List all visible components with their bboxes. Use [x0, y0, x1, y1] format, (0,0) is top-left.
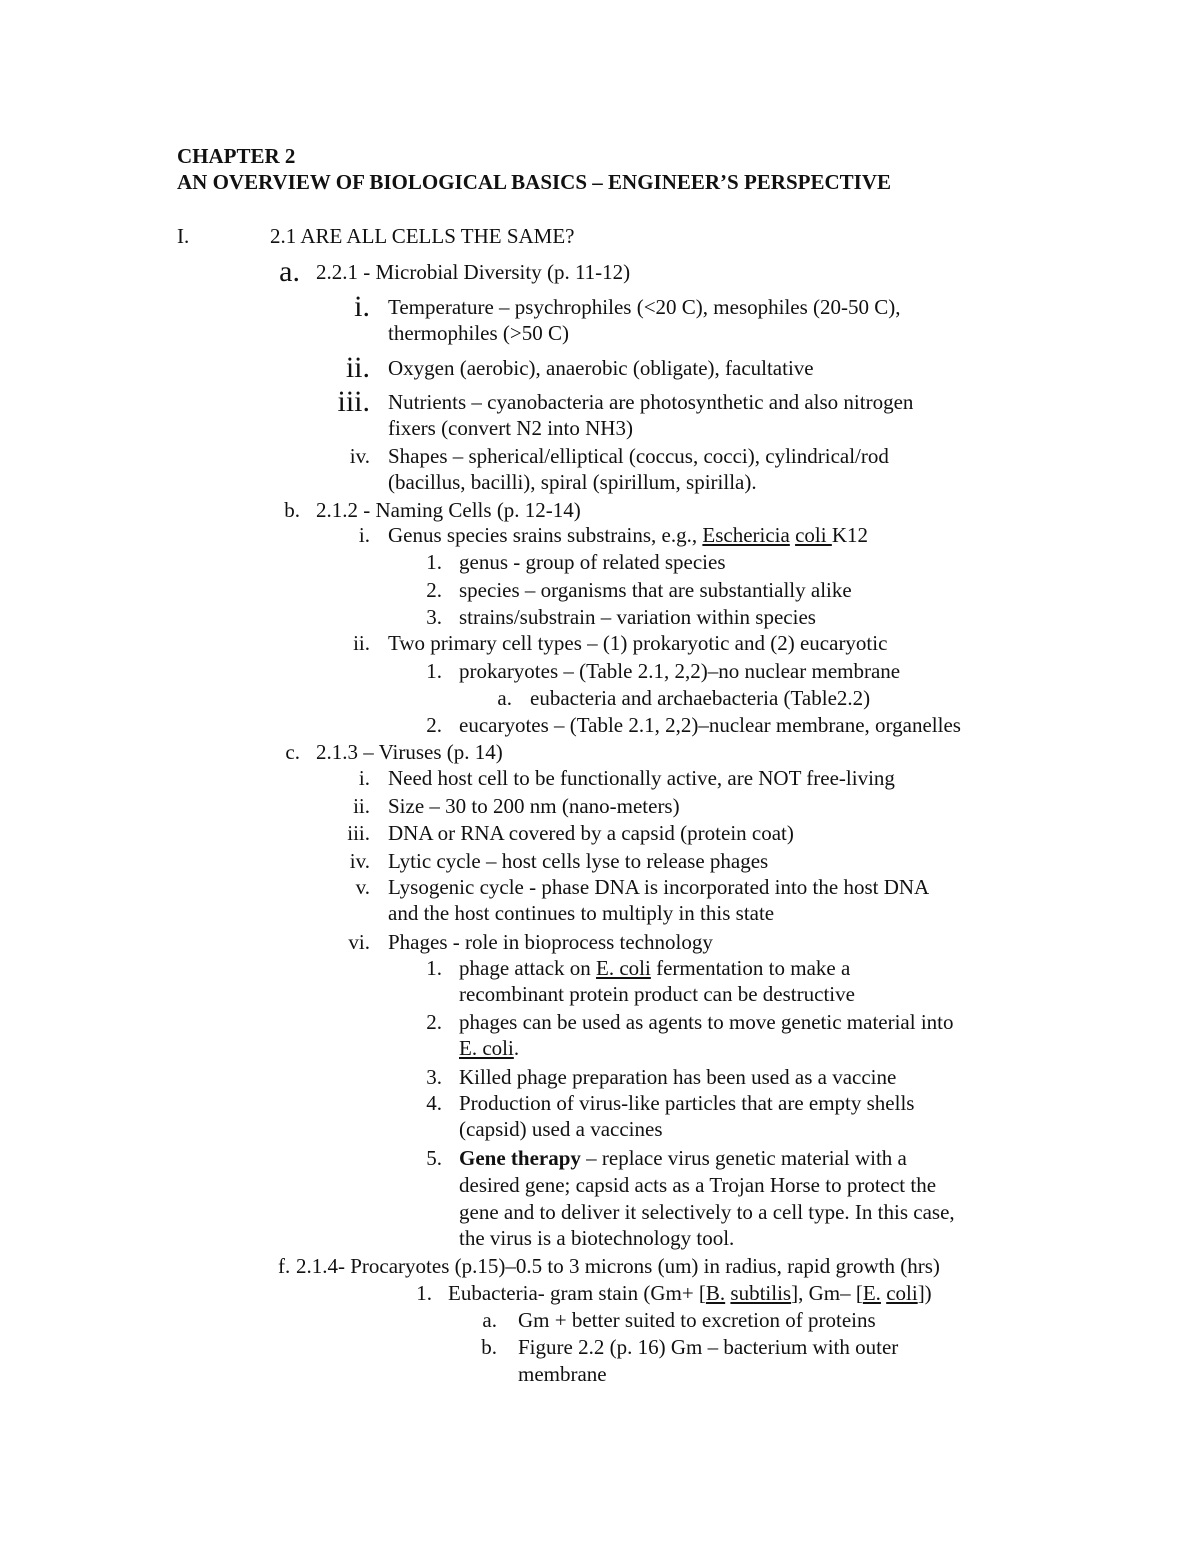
outline-item [0, 497, 1200, 523]
outline-marker: i. [358, 766, 370, 790]
text-segment: K12 [831, 523, 868, 547]
text-segment: ]) [917, 1281, 932, 1305]
text-segment: ], Gm– [ [791, 1281, 863, 1305]
outline-item [0, 712, 1200, 738]
outline-item [0, 223, 1200, 249]
outline-text: Shapes – spherical/elliptical (coccus, cocci), cylindrical/rod [388, 444, 889, 468]
outline-text: desired gene; capsid acts as a Trojan Horse to protect the [459, 1173, 937, 1197]
outline-item [0, 443, 1200, 469]
outline-continuation [0, 981, 1200, 1007]
outline-continuation [0, 469, 1200, 495]
outline-text: Two primary cell types – (1) prokaryotic and (2) eucaryotic [388, 631, 888, 655]
outline-text: 2.1 ARE ALL CELLS THE SAME? [270, 224, 575, 248]
outline-text: Lytic cycle – host cells lyse to release phages [388, 849, 769, 873]
outline-item [0, 929, 1200, 955]
outline-item [0, 685, 1200, 711]
outline-continuation [0, 320, 1200, 346]
outline-text: Oxygen (aerobic), anaerobic (obligate), facultative [388, 356, 814, 380]
outline-marker: ii. [345, 351, 370, 384]
outline-item [0, 658, 1200, 684]
outline-text: DNA or RNA covered by a capsid (protein coat) [388, 821, 794, 845]
species-name-underlined: subtilis [730, 1281, 792, 1305]
outline-item [0, 793, 1200, 819]
outline-text: eubacteria and archaebacteria (Table2.2) [530, 686, 871, 710]
outline-item [0, 1280, 1200, 1306]
outline-text: fixers (convert N2 into NH3) [388, 416, 633, 440]
outline-marker: 2. [426, 578, 442, 602]
outline-marker: c. [285, 740, 300, 764]
outline-item [0, 848, 1200, 874]
outline-text: Phages - role in bioprocess technology [388, 930, 713, 954]
outline-text [459, 955, 850, 981]
outline-marker: f. [278, 1254, 291, 1278]
outline-text: Killed phage preparation has been used as a vaccine [459, 1065, 897, 1089]
text-segment: – replace virus genetic material with a [580, 1146, 907, 1170]
outline-marker: iii. [347, 821, 370, 845]
outline-text [448, 1280, 932, 1306]
outline-marker: 3. [426, 605, 442, 629]
species-name-underlined: E. [862, 1281, 881, 1305]
bold-term: Gene therapy [459, 1146, 581, 1170]
species-name-underlined: B. [705, 1281, 726, 1305]
text-segment: Eubacteria- gram stain (Gm+ [ [448, 1281, 706, 1305]
species-name-underlined: coli [886, 1281, 918, 1305]
outline-continuation [0, 900, 1200, 926]
text-segment: Genus species srains substrains, e.g., [388, 523, 703, 547]
outline-text: phages can be used as agents to move genetic material into [459, 1010, 954, 1034]
outline-continuation [0, 1035, 1200, 1061]
outline-item [0, 549, 1200, 575]
outline-marker: 5. [426, 1146, 442, 1170]
outline-marker: 2. [426, 713, 442, 737]
outline-marker: 2. [426, 1010, 442, 1034]
outline-marker: iii. [337, 385, 370, 418]
outline-marker: i. [354, 290, 370, 323]
outline-text: 2.1.2 - Naming Cells (p. 12-14) [316, 498, 581, 522]
outline-marker: b. [481, 1335, 497, 1359]
outline-marker: 1. [416, 1281, 432, 1305]
outline-text: (capsid) used a vaccines [459, 1117, 663, 1141]
outline-item [0, 1334, 1200, 1360]
outline-item [0, 1145, 1200, 1171]
outline-item [0, 577, 1200, 603]
outline-marker: v. [355, 875, 370, 899]
text-segment: phage attack on [459, 956, 597, 980]
outline-item [0, 522, 1200, 548]
outline-marker: a. [497, 686, 512, 710]
outline-marker: iv. [349, 444, 370, 468]
outline-continuation [0, 1172, 1200, 1198]
outline-continuation [0, 1116, 1200, 1142]
outline-item [0, 290, 1200, 323]
outline-text: Figure 2.2 (p. 16) Gm – bacterium with outer [518, 1335, 899, 1359]
outline-text: Size – 30 to 200 nm (nano-meters) [388, 794, 680, 818]
outline-text: thermophiles (>50 C) [388, 321, 569, 345]
outline-marker: ii. [353, 794, 370, 818]
species-name-underlined: Eschericia [702, 523, 790, 547]
outline-text [459, 1035, 519, 1061]
text-segment: fermentation to make a [650, 956, 851, 980]
outline-text: Lysogenic cycle - phase DNA is incorporated into the host DNA [388, 875, 930, 899]
outline-text: Gm + better suited to excretion of proteins [518, 1308, 876, 1332]
outline-text: membrane [518, 1362, 607, 1386]
outline-marker: a. [482, 1308, 497, 1332]
outline-marker: 3. [426, 1065, 442, 1089]
outline-text: Need host cell to be functionally active, are NOT free-living [388, 766, 895, 790]
outline-text: Nutrients – cyanobacteria are photosynthetic and also nitrogen [388, 390, 914, 414]
species-name-underlined: E. coli [459, 1036, 514, 1060]
outline-marker: a. [279, 255, 300, 288]
outline-marker: I. [177, 224, 190, 248]
outline-marker: ii. [353, 631, 370, 655]
outline-item [0, 1307, 1200, 1333]
outline-text: gene and to deliver it selectively to a cell type. In this case, [459, 1200, 955, 1224]
outline-marker: b. [284, 498, 300, 522]
outline-text: strains/substrain – variation within species [459, 605, 816, 629]
text-segment: . [513, 1036, 520, 1060]
species-name-underlined: coli [795, 523, 832, 547]
outline-item [0, 1090, 1200, 1116]
outline-text: recombinant protein product can be destructive [459, 982, 855, 1006]
chapter-heading: CHAPTER 2 [177, 144, 296, 168]
outline-marker: iv. [349, 849, 370, 873]
outline-text: 2.2.1 - Microbial Diversity (p. 11-12) [316, 260, 631, 284]
outline-item [0, 604, 1200, 630]
outline-text: (bacillus, bacilli), spiral (spirillum, spirilla). [388, 470, 757, 494]
outline-text: prokaryotes – (Table 2.1, 2,2)–no nuclear membrane [459, 659, 901, 683]
outline-item [0, 1253, 1200, 1279]
outline-continuation [0, 1361, 1200, 1387]
outline-text: 2.1.3 – Viruses (p. 14) [316, 740, 503, 764]
outline-marker: vi. [348, 930, 370, 954]
outline-item [0, 351, 1200, 384]
outline-item [0, 255, 1200, 288]
outline-item [0, 630, 1200, 656]
outline-marker: 4. [426, 1091, 442, 1115]
outline-item [0, 955, 1200, 981]
outline-text: species – organisms that are substantially alike [459, 578, 852, 602]
outline-text: eucaryotes – (Table 2.1, 2,2)–nuclear membrane, organelles [459, 713, 961, 737]
outline-continuation [0, 1225, 1200, 1251]
outline-marker: 1. [426, 956, 442, 980]
outline-continuation [0, 1199, 1200, 1225]
outline-text: 2.1.4- Procaryotes (p.15)–0.5 to 3 microns (um) in radius, rapid growth (hrs) [296, 1254, 940, 1278]
outline-marker: 1. [426, 659, 442, 683]
outline-text: the virus is a biotechnology tool. [459, 1226, 735, 1250]
outline-text: and the host continues to multiply in this state [388, 901, 775, 925]
species-name-underlined: E. coli [596, 956, 651, 980]
outline-marker: 1. [426, 550, 442, 574]
outline-item [0, 1009, 1200, 1035]
outline-item [0, 820, 1200, 846]
outline-text: Production of virus-like particles that are empty shells [459, 1091, 915, 1115]
outline-item [0, 385, 1200, 418]
outline-text [388, 522, 868, 548]
outline-item [0, 765, 1200, 791]
outline-marker: i. [358, 523, 370, 547]
outline-text: genus - group of related species [459, 550, 726, 574]
outline-item [0, 739, 1200, 765]
outline-item [0, 1064, 1200, 1090]
outline-item [0, 874, 1200, 900]
chapter-title: AN OVERVIEW OF BIOLOGICAL BASICS – ENGINEER’S PERSPECTIVE [177, 170, 891, 194]
outline-continuation [0, 415, 1200, 441]
outline-text [459, 1145, 907, 1171]
outline-text: Temperature – psychrophiles (<20 C), mesophiles (20-50 C), [388, 295, 901, 319]
